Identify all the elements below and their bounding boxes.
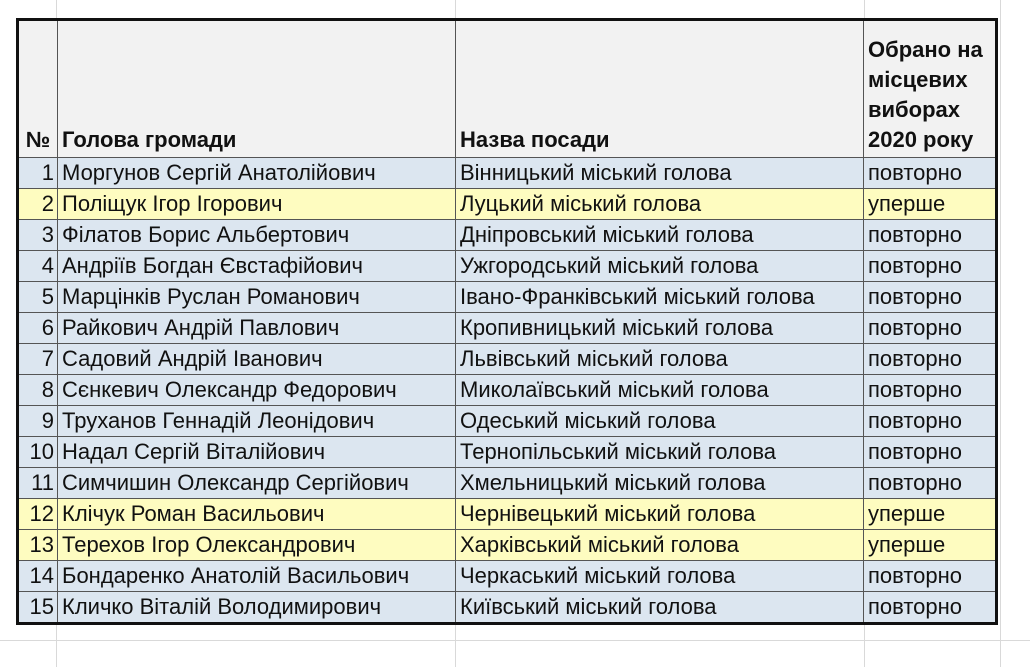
cell-post[interactable]: Тернопільський міський голова (456, 437, 864, 468)
table-row (18, 313, 997, 344)
header-elected[interactable]: Обрано на місцевих виборах 2020 року (864, 20, 997, 158)
cell-post[interactable]: Івано-Франківський міський голова (456, 282, 864, 313)
header-name[interactable]: Голова громади (58, 20, 456, 158)
cell-elected[interactable]: уперше (864, 189, 997, 220)
table-row (18, 189, 997, 220)
cell-post[interactable]: Черкаський міський голова (456, 561, 864, 592)
cell-post[interactable]: Харківський міський голова (456, 530, 864, 561)
cell-num[interactable]: 3 (18, 220, 58, 251)
cell-elected[interactable]: повторно (864, 282, 997, 313)
cell-name[interactable]: Надал Сергій Віталійович (58, 437, 456, 468)
cell-num[interactable]: 14 (18, 561, 58, 592)
table-row (18, 344, 997, 375)
cell-elected[interactable]: повторно (864, 344, 997, 375)
table-row (18, 530, 997, 561)
table-row (18, 468, 997, 499)
table-row (18, 375, 997, 406)
cell-num[interactable]: 7 (18, 344, 58, 375)
cell-name[interactable]: Симчишин Олександр Сергійович (58, 468, 456, 499)
cell-elected[interactable]: повторно (864, 158, 997, 189)
cell-name[interactable]: Поліщук Ігор Ігорович (58, 189, 456, 220)
table-row (18, 282, 997, 313)
cell-name[interactable]: Труханов Геннадій Леонідович (58, 406, 456, 437)
cell-elected[interactable]: уперше (864, 530, 997, 561)
cell-post[interactable]: Вінницький міський голова (456, 158, 864, 189)
cell-name[interactable]: Андріїв Богдан Євстафійович (58, 251, 456, 282)
cell-post[interactable]: Дніпровський міський голова (456, 220, 864, 251)
cell-post[interactable]: Ужгородський міський голова (456, 251, 864, 282)
cell-name[interactable]: Кличко Віталій Володимирович (58, 592, 456, 624)
cell-num[interactable]: 11 (18, 468, 58, 499)
cell-elected[interactable]: повторно (864, 251, 997, 282)
cell-num[interactable]: 5 (18, 282, 58, 313)
cell-post[interactable]: Львівський міський голова (456, 344, 864, 375)
cell-num[interactable]: 15 (18, 592, 58, 624)
cell-num[interactable]: 9 (18, 406, 58, 437)
cell-elected[interactable]: повторно (864, 220, 997, 251)
cell-name[interactable]: Терехов Ігор Олександрович (58, 530, 456, 561)
grid-line (0, 640, 1030, 641)
cell-num[interactable]: 2 (18, 189, 58, 220)
cell-elected[interactable]: повторно (864, 592, 997, 624)
cell-post[interactable]: Чернівецький міський голова (456, 499, 864, 530)
cell-elected[interactable]: повторно (864, 375, 997, 406)
table-row (18, 437, 997, 468)
cell-name[interactable]: Бондаренко Анатолій Васильович (58, 561, 456, 592)
table-row (18, 406, 997, 437)
cell-elected[interactable]: повторно (864, 468, 997, 499)
table-body (18, 158, 997, 624)
table-row (18, 499, 997, 530)
cell-elected[interactable]: уперше (864, 499, 997, 530)
cell-name[interactable]: Садовий Андрій Іванович (58, 344, 456, 375)
cell-num[interactable]: 10 (18, 437, 58, 468)
cell-name[interactable]: Клічук Роман Васильович (58, 499, 456, 530)
cell-elected[interactable]: повторно (864, 437, 997, 468)
cell-post[interactable]: Одеський міський голова (456, 406, 864, 437)
table-row (18, 251, 997, 282)
cell-elected[interactable]: повторно (864, 406, 997, 437)
cell-name[interactable]: Райкович Андрій Павлович (58, 313, 456, 344)
header-row (18, 20, 997, 158)
cell-post[interactable]: Хмельницький міський голова (456, 468, 864, 499)
cell-post[interactable]: Миколаївський міський голова (456, 375, 864, 406)
cell-name[interactable]: Філатов Борис Альбертович (58, 220, 456, 251)
cell-num[interactable]: 12 (18, 499, 58, 530)
cell-num[interactable]: 8 (18, 375, 58, 406)
grid-line (1000, 0, 1001, 667)
cell-post[interactable]: Київський міський голова (456, 592, 864, 624)
cell-num[interactable]: 13 (18, 530, 58, 561)
cell-name[interactable]: Сєнкевич Олександр Федорович (58, 375, 456, 406)
header-num[interactable]: № (18, 20, 58, 158)
table-row (18, 561, 997, 592)
table-row (18, 158, 997, 189)
cell-name[interactable]: Марцінків Руслан Романович (58, 282, 456, 313)
cell-num[interactable]: 4 (18, 251, 58, 282)
cell-elected[interactable]: повторно (864, 561, 997, 592)
cell-post[interactable]: Кропивницький міський голова (456, 313, 864, 344)
cell-post[interactable]: Луцький міський голова (456, 189, 864, 220)
cell-elected[interactable]: повторно (864, 313, 997, 344)
cell-name[interactable]: Моргунов Сергій Анатолійович (58, 158, 456, 189)
header-post[interactable]: Назва посади (456, 20, 864, 158)
cell-num[interactable]: 6 (18, 313, 58, 344)
table-row (18, 220, 997, 251)
table-row (18, 592, 997, 624)
mayors-table (16, 18, 998, 625)
cell-num[interactable]: 1 (18, 158, 58, 189)
